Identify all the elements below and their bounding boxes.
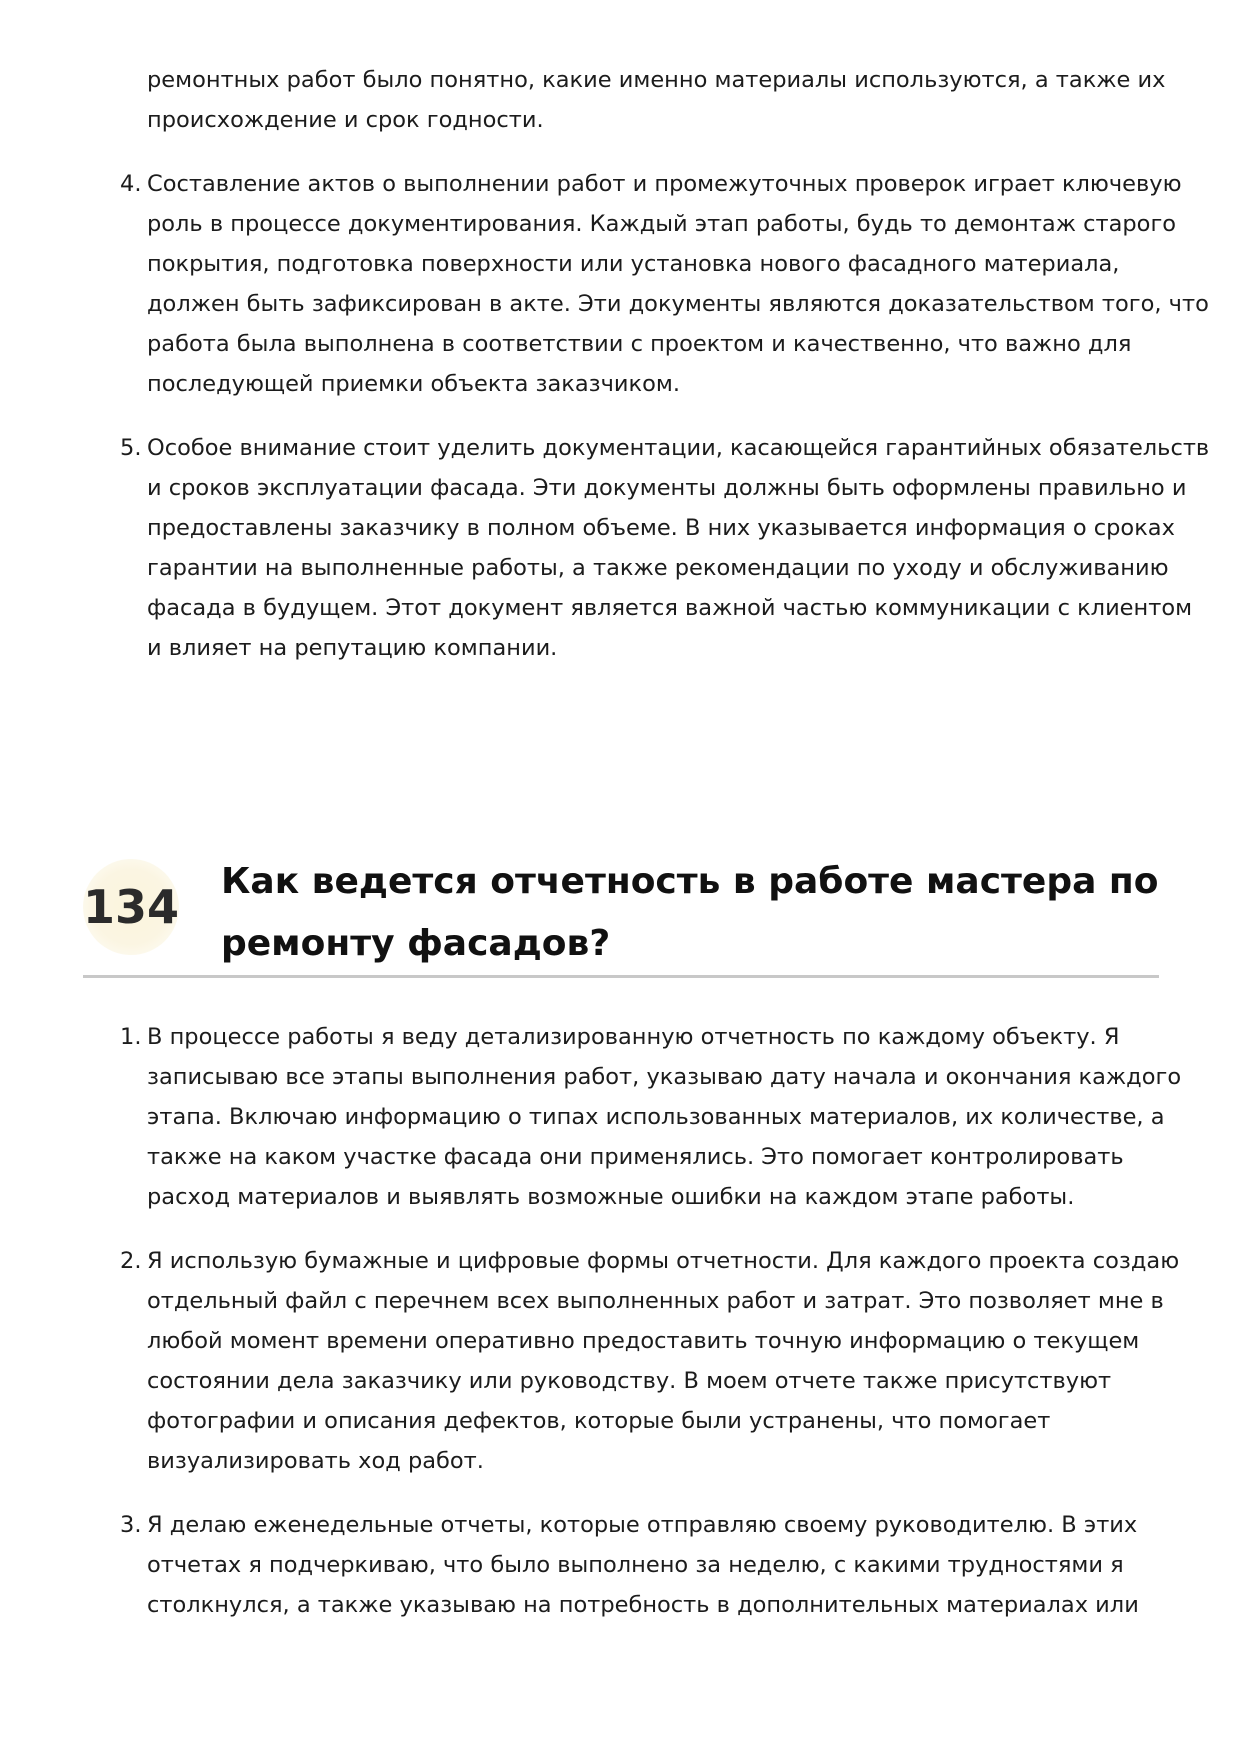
text-line: Я делаю еженедельные отчеты, которые отправляю своему руководителю. В этих <box>147 1512 1138 1538</box>
list-item-4 <box>0 164 1209 404</box>
section-divider <box>83 975 1159 978</box>
text-line: также на каком участке фасада они применялись. Это помогает контролировать <box>147 1144 1124 1170</box>
list-item-1 <box>0 1017 1182 1217</box>
section-title <box>221 851 1159 975</box>
list-item-continuation <box>0 60 1167 140</box>
text-line: визуализировать ход работ. <box>147 1448 484 1474</box>
text-line: столкнулся, а также указываю на потребность в дополнительных материалах или <box>147 1592 1139 1618</box>
list-item-3 <box>0 1505 1167 1625</box>
section-title-line: Как ведется отчетность в работе мастера по <box>221 861 1159 902</box>
bottom-list <box>0 1017 1182 1649</box>
text-line: состоянии дела заказчику или руководству. В моем отчете также присутствуют <box>147 1368 1112 1394</box>
list-number: 1. <box>120 1024 142 1050</box>
text-line: Я использую бумажные и цифровые формы отчетности. Для каждого проекта создаю <box>147 1248 1180 1274</box>
section-title-line: ремонту фасадов? <box>221 923 611 964</box>
text-line: работа была выполнена в соответствии с проектом и качественно, что важно для <box>147 331 1132 357</box>
text-line: должен быть зафиксирован в акте. Эти документы являются доказательством того, что <box>147 291 1209 317</box>
text-line: происхождение и срок годности. <box>147 107 544 133</box>
text-line: отчетах я подчеркиваю, что было выполнено за неделю, с какими трудностями я <box>147 1552 1124 1578</box>
text-line: этапа. Включаю информацию о типах использованных материалов, их количестве, а <box>147 1104 1165 1130</box>
text-line: В процессе работы я веду детализированную отчетность по каждому объекту. Я <box>147 1024 1120 1050</box>
text-line: роль в процессе документирования. Каждый этап работы, будь то демонтаж старого <box>147 211 1177 237</box>
list-item-5 <box>0 428 1210 668</box>
text-line: любой момент времени оперативно предоставить точную информацию о текущем <box>147 1328 1140 1354</box>
text-line: последующей приемки объекта заказчиком. <box>147 371 681 397</box>
list-number: 3. <box>120 1512 142 1538</box>
text-line: Особое внимание стоит уделить документации, касающейся гарантийных обязательств <box>147 435 1210 461</box>
text-line: предоставлены заказчику в полном объеме. В них указывается информация о сроках <box>147 515 1175 541</box>
text-line: и сроков эксплуатации фасада. Эти документы должны быть оформлены правильно и <box>147 475 1187 501</box>
list-number: 4. <box>120 171 142 197</box>
text-line: фотографии и описания дефектов, которые были устранены, что помогает <box>147 1408 1051 1434</box>
text-line: фасада в будущем. Этот документ является важной частью коммуникации с клиентом <box>147 595 1193 621</box>
text-line: покрытия, подготовка поверхности или установка нового фасадного материала, <box>147 251 1120 277</box>
text-line: и влияет на репутацию компании. <box>147 635 558 661</box>
list-item-2 <box>0 1241 1180 1481</box>
text-line: Составление актов о выполнении работ и промежуточных проверок играет ключевую <box>147 171 1182 197</box>
text-line: ремонтных работ было понятно, какие именно материалы используются, а также их <box>147 67 1166 93</box>
section-number-badge: 134 <box>83 859 179 955</box>
text-line: записываю все этапы выполнения работ, указываю дату начала и окончания каждого <box>147 1064 1182 1090</box>
section-header <box>83 843 1159 978</box>
top-list <box>0 60 1210 668</box>
list-number: 5. <box>120 435 142 461</box>
list-number: 2. <box>120 1248 142 1274</box>
text-line: расход материалов и выявлять возможные ошибки на каждом этапе работы. <box>147 1184 1075 1210</box>
text-line: отдельный файл с перечнем всех выполненных работ и затрат. Это позволяет мне в <box>147 1288 1164 1314</box>
text-line: гарантии на выполненные работы, а также рекомендации по уходу и обслуживанию <box>147 555 1169 581</box>
